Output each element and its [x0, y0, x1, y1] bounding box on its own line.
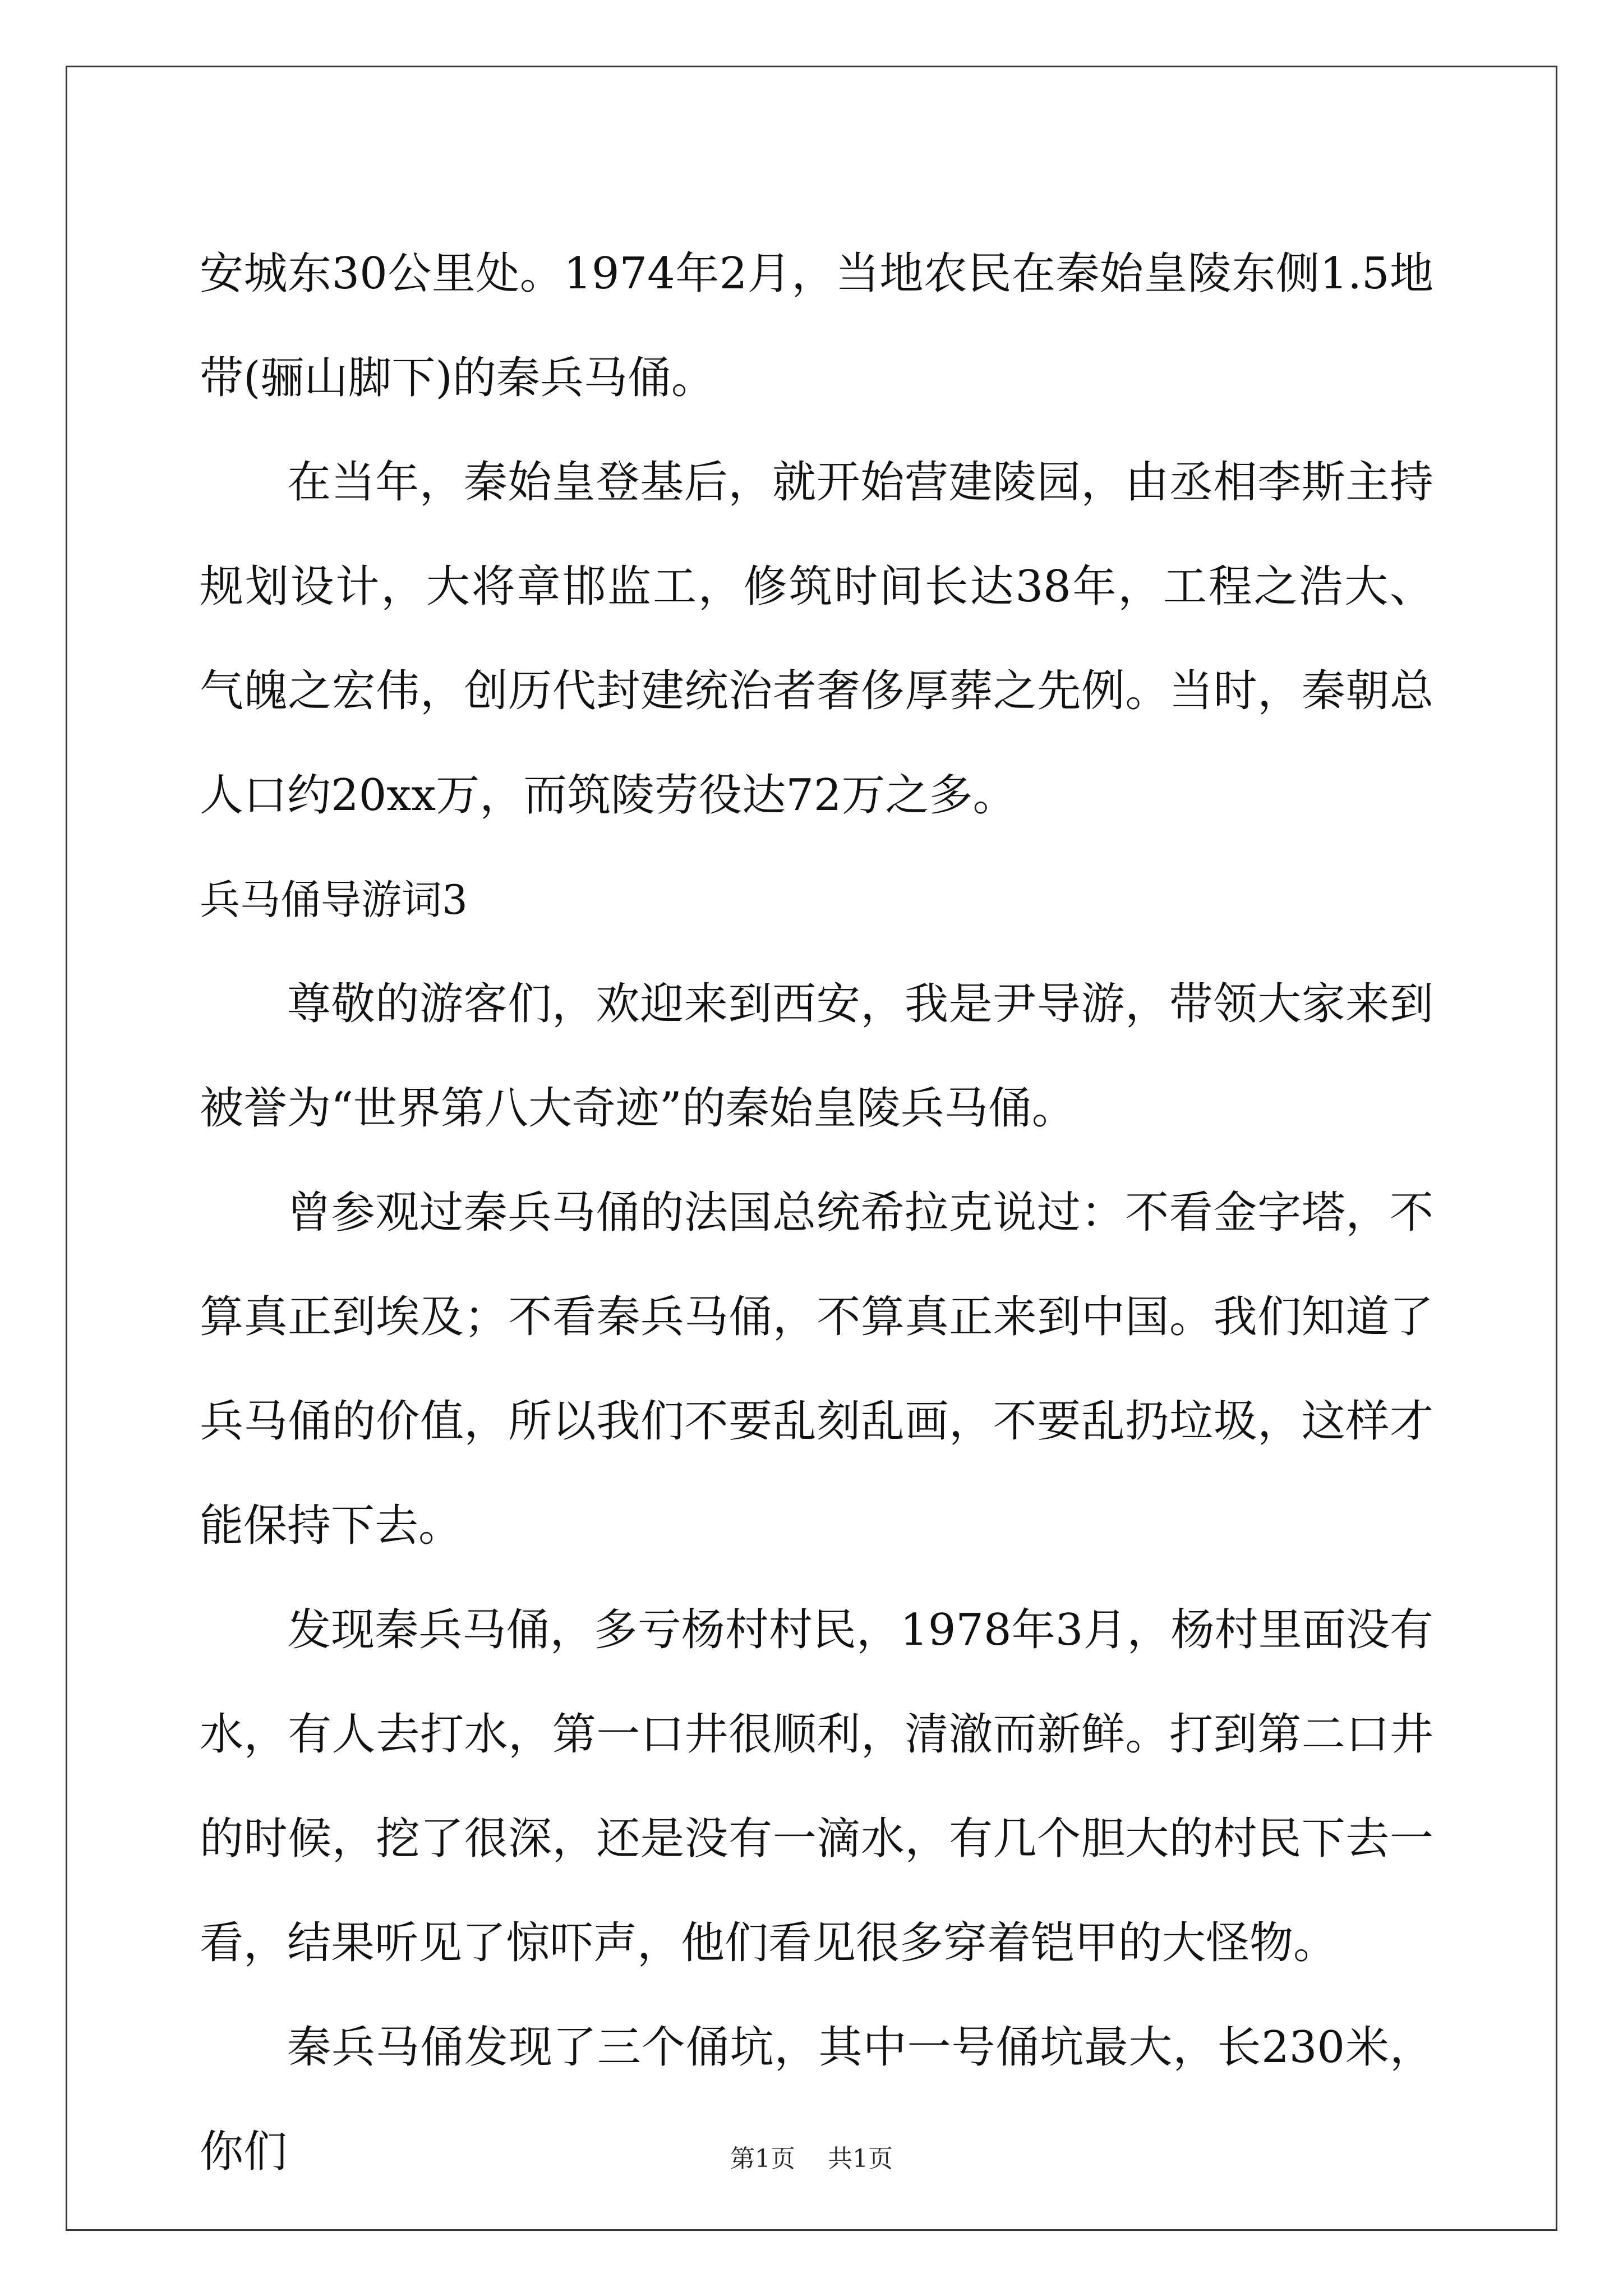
- paragraph-5: 发现秦兵马俑，多亏杨村村民，1978年3月，杨村里面没有水，有人去打水，第一口井很顺利，清澈而新鲜。打到第二口井的时候，挖了很深，还是没有一滴水，有几个胆大的村民下去一看，结果听见了惊吓声，他们看见很多穿着铠甲的大怪物。: [200, 1605, 1433, 1968]
- page-footer: [0, 2138, 1623, 2174]
- paragraph-4: 曾参观过秦兵马俑的法国总统希拉克说过：不看金字塔，不算真正到埃及；不看秦兵马俑，不算真正来到中国。我们知道了兵马俑的价值，所以我们不要乱刻乱画，不要乱扔垃圾，这样才能保持下去。: [200, 1188, 1433, 1551]
- section-heading: 兵马俑导游词3: [200, 876, 468, 923]
- document-body: [200, 222, 1433, 2204]
- paragraph-1: 安城东30公里处。1974年2月，当地农民在秦始皇陵东侧1.5地带(骊山脚下)的秦兵马俑。: [200, 249, 1433, 403]
- paragraph-2: 在当年，秦始皇登基后，就开始营建陵园，由丞相李斯主持规划设计，大将章邯监工，修筑时间长达38年，工程之浩大、气魄之宏伟，创历代封建统治者奢侈厚葬之先例。当时，秦朝总人口约20xx万，而筑陵劳役达72万之多。: [200, 457, 1433, 821]
- page-total: 共1页: [828, 2145, 893, 2173]
- paragraph-3: 尊敬的游客们，欢迎来到西安，我是尹导游，带领大家来到被誉为“世界第八大奇迹”的秦始皇陵兵马俑。: [200, 979, 1433, 1134]
- page-number: 第1页: [730, 2145, 795, 2173]
- paragraph-6: 秦兵马俑发现了三个俑坑，其中一号俑坑最大，长230米，你们: [200, 2022, 1433, 2177]
